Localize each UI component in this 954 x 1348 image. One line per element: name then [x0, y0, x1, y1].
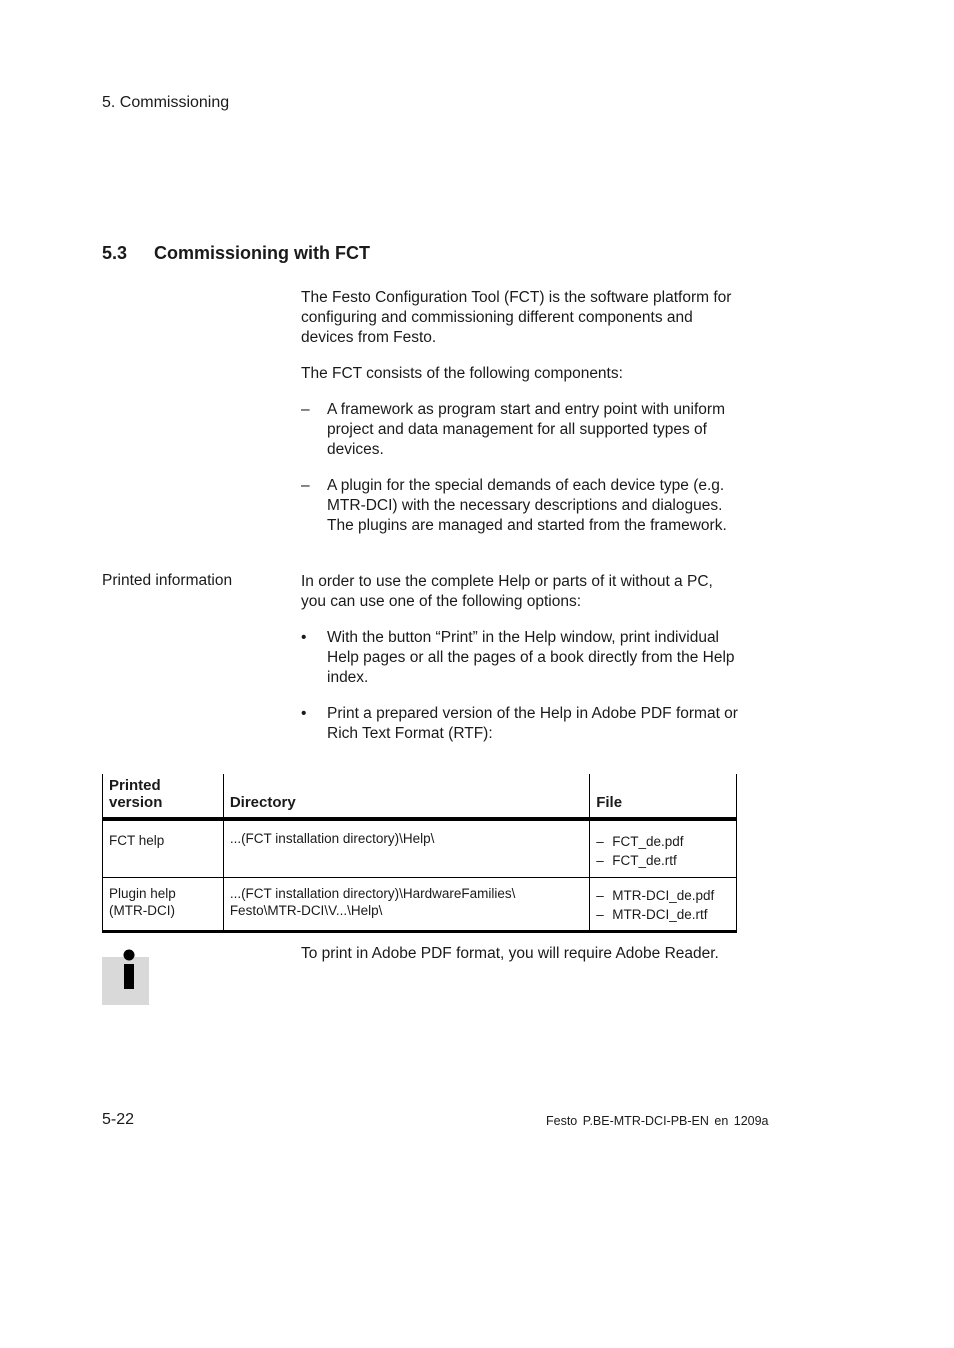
list-item-prepared-version	[301, 704, 741, 744]
margin-label-printed-information: Printed information	[102, 572, 233, 589]
file-item	[596, 905, 730, 924]
list-item-print-button	[301, 628, 741, 688]
list-item-text: With the button “Print” in the Help window, print individual Help pages or all the pages of a book directly from the Help index.	[327, 629, 735, 686]
dash-marker: –	[596, 834, 604, 849]
cell-directory	[223, 878, 589, 932]
file-item	[596, 851, 730, 870]
printed-info-paragraph: In order to use the complete Help or parts of it without a PC, you can use one of the following options:	[301, 573, 713, 610]
version-line: FCT help	[109, 833, 165, 848]
directory-line: ...(FCT installation directory)\Help\	[229, 831, 435, 846]
file-item	[596, 832, 730, 851]
cell-printed-version	[103, 878, 224, 932]
list-item-text: A plugin for the special demands of each device type (e.g. MTR-DCI) with the necessary descriptions and dialogues. The plugins are managed and started from the framework.	[327, 477, 727, 534]
dash-marker: –	[301, 477, 310, 494]
dash-marker: –	[596, 907, 604, 922]
cell-file	[590, 819, 737, 878]
list-item-text: A framework as program start and entry point with uniform project and data management for all supported types of devices.	[327, 401, 725, 458]
file-name: FCT_de.rtf	[612, 853, 677, 868]
cell-directory	[223, 819, 589, 878]
table-row	[103, 878, 737, 932]
version-line: (MTR-DCI)	[109, 903, 175, 918]
file-name: MTR-DCI_de.pdf	[612, 888, 715, 903]
file-item	[596, 886, 730, 905]
dash-marker: –	[596, 888, 604, 903]
cell-file	[590, 878, 737, 932]
directory-line: ...(FCT installation directory)\HardwareFamilies\	[229, 886, 516, 901]
section-number: 5.3	[102, 243, 128, 263]
cell-printed-version	[103, 819, 224, 878]
bullet-marker: •	[301, 705, 307, 722]
file-name: FCT_de.pdf	[612, 834, 684, 849]
directory-line: Festo\MTR-DCI\V...\Help\	[229, 903, 383, 918]
column-header-printed-version: Printed version	[103, 774, 224, 819]
intro-paragraph: The Festo Configuration Tool (FCT) is the software platform for configuring and commissioning different components and devices from Festo.	[301, 289, 732, 346]
help-files-table	[102, 774, 737, 933]
file-name: MTR-DCI_de.rtf	[612, 907, 708, 922]
table-header-row	[103, 774, 737, 819]
list-item-plugin	[301, 476, 741, 536]
table-row	[103, 819, 737, 878]
version-line: Plugin help	[109, 886, 176, 901]
info-note-text: To print in Adobe PDF format, you will require Adobe Reader.	[301, 945, 719, 962]
section-heading	[102, 243, 370, 264]
footer-document-id: Festo P.BE-MTR-DCI-PB-EN en 1209a	[546, 1114, 769, 1128]
footer-page-number: 5-22	[102, 1111, 135, 1128]
info-icon	[102, 947, 149, 1005]
intro-components-lead: The FCT consists of the following components:	[301, 365, 623, 382]
dash-marker: –	[596, 853, 604, 868]
column-header-file: File	[590, 774, 737, 819]
list-item-framework	[301, 400, 741, 460]
section-title: Commissioning with FCT	[154, 243, 370, 263]
column-header-directory: Directory	[223, 774, 589, 819]
bullet-marker: •	[301, 629, 307, 646]
list-item-text: Print a prepared version of the Help in Adobe PDF format or Rich Text Format (RTF):	[327, 705, 738, 742]
running-head: 5. Commissioning	[102, 94, 230, 111]
dash-marker: –	[301, 401, 310, 418]
